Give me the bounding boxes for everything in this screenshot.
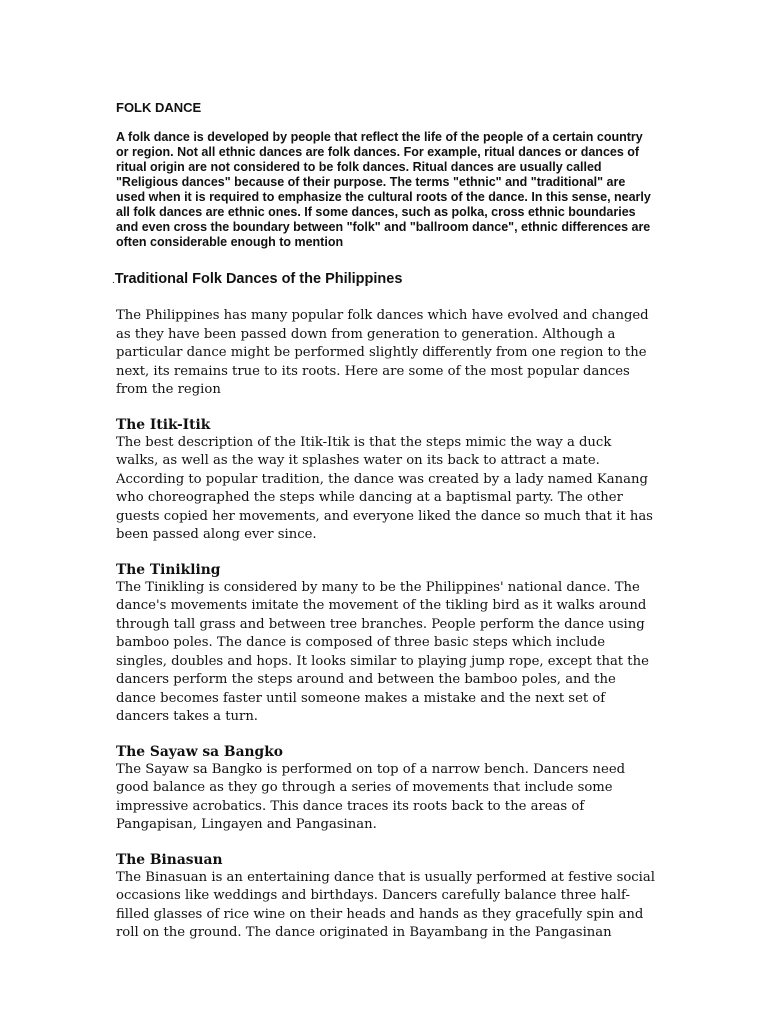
dance-title-sayaw-sa-bangko: The Sayaw sa Bangko [116,743,283,760]
document-page [112,100,656,943]
dance-text-binasuan: The Binasuan is an entertaining dance that is usually performed at festive social occasions like weddings and birthdays. Dancers carefully balance three half-filled glasses of rice wine on their heads and hands as they gracefully spin and roll on the ground. The dance originated in Bayambang in the Pangasinan [116,869,655,940]
document-title: FOLK DANCE [116,100,202,115]
dance-title-tinikling: The Tinikling [116,561,221,578]
section-intro-paragraph: The Philippines has many popular folk dances which have evolved and changed as they have been passed down from generation to generation. Although a particular dance might be performed slightly differently from one region to the next, its remains true to its roots. Here are some of the most popular dances from the region [116,308,649,397]
intro-paragraph: A folk dance is developed by people that reflect the life of the people of a certain country or region. Not all ethnic dances are folk dances. For example, ritual dances or dances of ritual origin are not considered to be folk dances. Ritual dances are usually called "Religious dances" because of their purpose. The terms "ethnic" and "traditional" are used when it is required to emphasize the cultural roots of the dance. In this sense, nearly all folk dances are ethnic ones. If some dances, such as polka, cross ethnic boundaries and even cross the boundary between "folk" and "ballroom dance", ethnic differences are often considerable enough to mention [116,130,651,249]
section-heading [112,270,656,290]
dance-text-itik-itik: The best description of the Itik-Itik is that the steps mimic the way a duck walks, as well as the way it splashes water on its back to attract a mate. According to popular tradition, the dance was created by a lady named Kanang who choreographed the steps while dancing at a baptismal party. The other guests copied her movements, and everyone liked the dance so much that it has been passed along ever since. [116,434,653,542]
section-title-text: Traditional Folk Dances of the Philippines [114,271,403,287]
dance-title-binasuan: The Binasuan [116,851,223,868]
section-marker: . [112,275,115,286]
dance-title-itik-itik: The Itik-Itik [116,416,211,433]
dance-text-sayaw-sa-bangko: The Sayaw sa Bangko is performed on top of a narrow bench. Dancers need good balance as they go through a series of movements that include some impressive acrobatics. This dance traces its roots back to the areas of Pangapisan, Lingayen and Pangasinan. [116,761,626,832]
dance-text-tinikling: The Tinikling is considered by many to be the Philippines' national dance. The dance's movements imitate the movement of the tikling bird as it walks around through tall grass and between tree branches. People perform the dance using bamboo poles. The dance is composed of three basic steps which include singles, doubles and hops. It looks similar to playing jump rope, except that the dancers perform the steps around and between the bamboo poles, and the dance becomes faster until someone makes a mistake and the next set of dancers takes a turn. [116,579,649,724]
